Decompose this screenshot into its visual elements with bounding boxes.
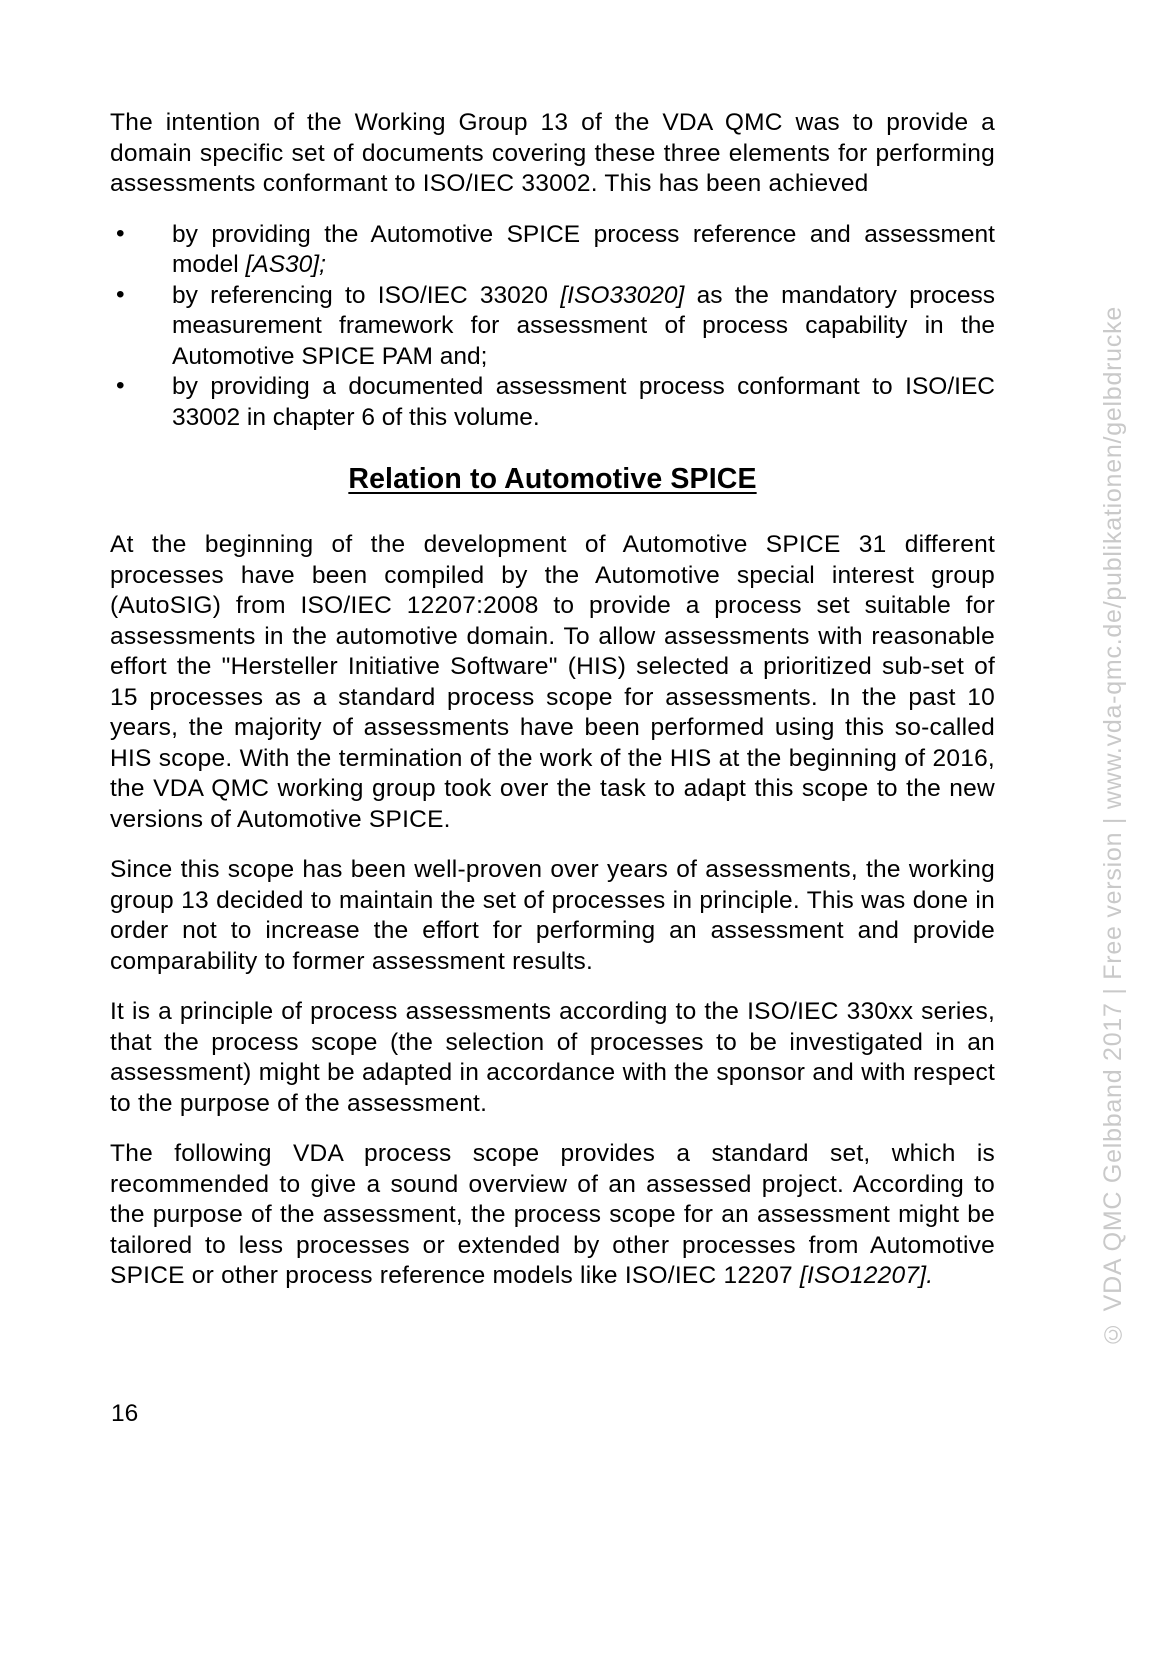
- side-watermark: [1086, 0, 1140, 1654]
- body-paragraph-3: It is a principle of process assessments according to the ISO/IEC 330xx series, that the process scope (the selection of processes to be investigated in an assessment) might be adapted in accordance with the sponsor and with respect to the purpose of the assessment.: [110, 998, 995, 1117]
- bullet-list: [110, 220, 995, 434]
- bullet-point-icon: •: [116, 219, 125, 247]
- page-content: [110, 108, 995, 1292]
- final-text-before: The following VDA process scope provides a standard set, which is recommended to give a sound overview of an assessed project. According to the purpose of the assessment, the process scope for an assessment might be tailored to less processes or extended by other processes from Automotive SPICE or other process reference models like ISO/IEC 12207: [110, 1140, 995, 1289]
- bullet-text-before: by referencing to ISO/IEC 33020: [172, 281, 561, 309]
- intro-paragraph: The intention of the Working Group 13 of the VDA QMC was to provide a domain specific set of documents covering these three elements for performing assessments conformant to ISO/IEC 33002. This has been achieved: [110, 109, 995, 197]
- watermark-text: © VDA QMC Gelbband 2017 | Free version | www.vda-qmc.de/publikationen/gelbdrucke: [1098, 306, 1127, 1348]
- body-paragraph-4: [110, 1139, 995, 1292]
- final-reference: [ISO12207]: [799, 1262, 927, 1289]
- bullet-point-icon: •: [116, 372, 125, 399]
- list-item: [110, 220, 995, 281]
- bullet-reference: [AS30];: [245, 251, 326, 278]
- bullet-text-before: by providing the Automotive SPICE process reference and assessment model: [172, 220, 995, 278]
- list-item: [110, 372, 995, 433]
- list-item: [110, 281, 995, 373]
- body-paragraph-2: Since this scope has been well-proven over years of assessments, the working group 13 decided to maintain the set of processes in principle. This was done in order not to increase the effort for performing an assessment and provide comparability to former assessment results.: [110, 856, 995, 975]
- bullet-text-before: by providing a documented assessment process conformant to ISO/IEC 33002 in chapter 6 of this volume.: [172, 373, 995, 431]
- final-text-after: .: [926, 1262, 934, 1289]
- bullet-reference: [ISO33020]: [560, 281, 685, 309]
- bullet-text-after: as the mandatory process measurement framework for assessment of process capability in the Automotive SPICE PAM and;: [172, 281, 996, 370]
- body-paragraph-1: At the beginning of the development of Automotive SPICE 31 different processes have been compiled by the Automotive special interest group (AutoSIG) from ISO/IEC 12207:2008 to provide a process set suitable for assessments in the automotive domain. To allow assessments with reasonable effort the "Hersteller Initiative Software" (HIS) selected a prioritized sub-set of 15 processes as a standard process scope for assessments. In the past 10 years, the majority of assessments have been performed using this so-called HIS scope. With the termination of the work of the HIS at the beginning of 2016, the VDA QMC working group took over the task to adapt this scope to the new versions of Automotive SPICE.: [110, 531, 995, 833]
- page-title: Relation to Automotive SPICE: [348, 463, 757, 495]
- page-number: 16: [111, 1400, 139, 1427]
- bullet-point-icon: •: [116, 280, 125, 308]
